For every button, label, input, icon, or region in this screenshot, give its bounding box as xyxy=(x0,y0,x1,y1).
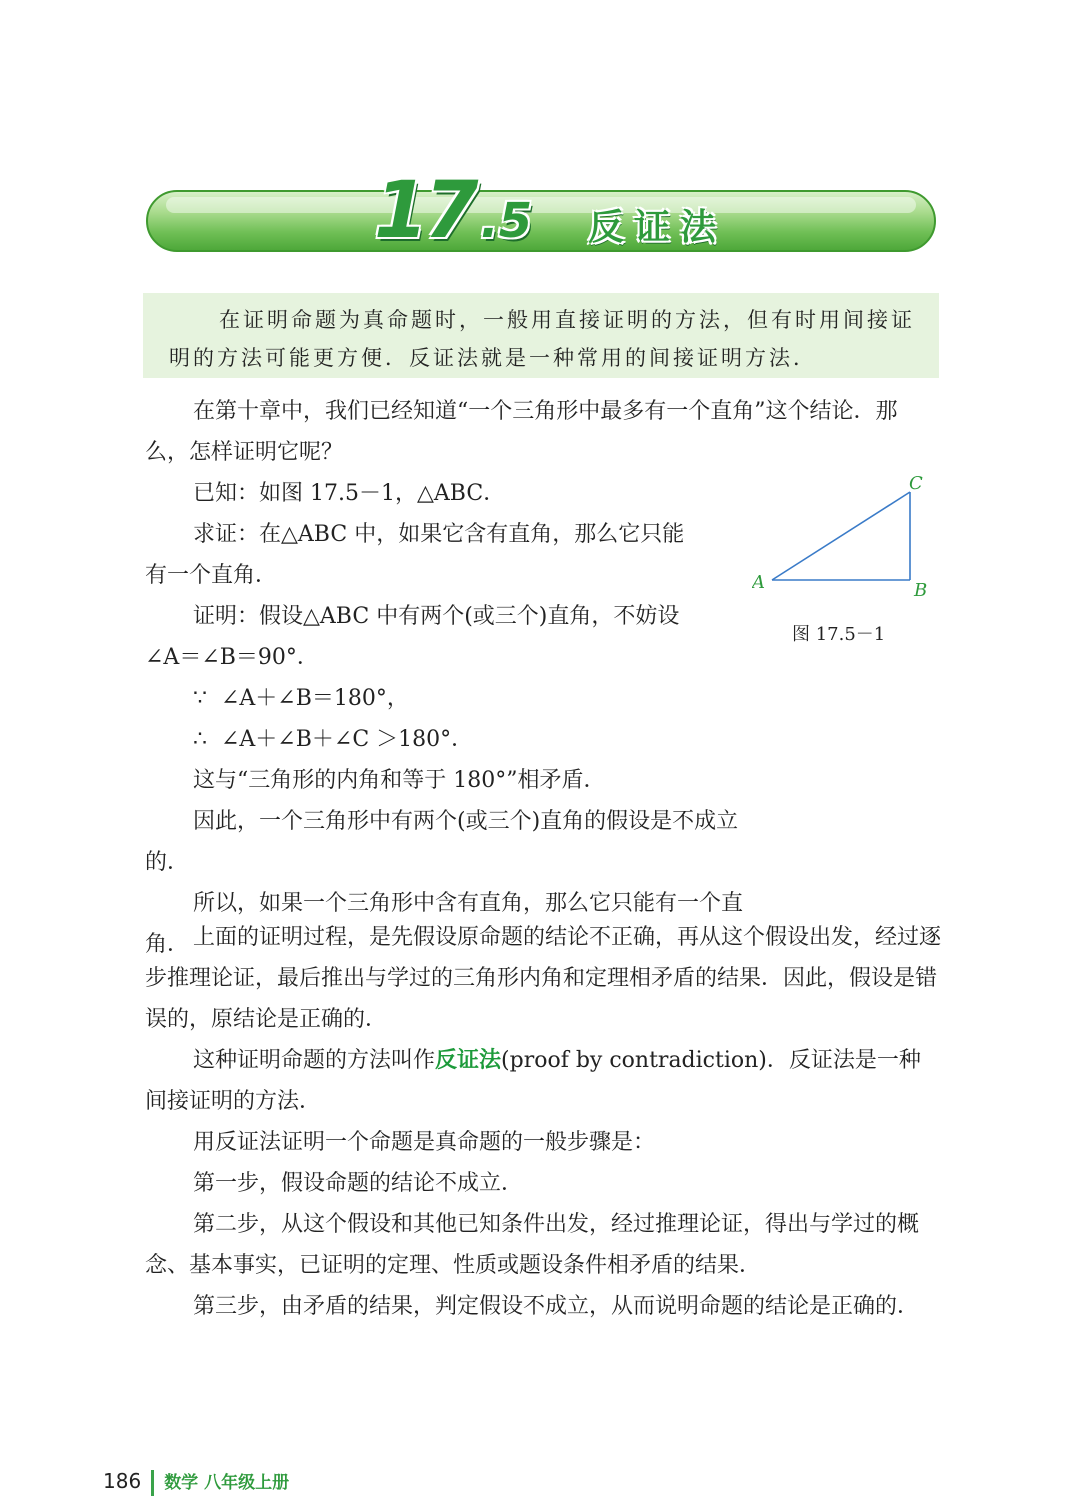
proof-line-1: 证明：假设△ABC 中有两个(或三个)直角，不妨设 xyxy=(193,604,680,629)
proof-line-2: ∠A＝∠B＝90°． xyxy=(145,645,319,670)
page-number: 186 xyxy=(103,1469,142,1493)
section-number xyxy=(374,166,532,256)
since-line: ∵ ∠A＋∠B＝180°， xyxy=(193,686,409,711)
footer-divider xyxy=(151,1470,154,1496)
key-term: 反证法 xyxy=(435,1048,502,1073)
conclusion-line: 所以，如果一个三角形中含有直角，那么它只能有一个直角． xyxy=(145,891,744,957)
step-2: 第二步，从这个假设和其他已知条件出发，经过推理论证，得出与学过的概念、基本事实，已证明的定理、性质或题设条件相矛盾的结果． xyxy=(145,1212,920,1278)
prove-line-1: 求证：在△ABC 中，如果它含有直角，那么它只能 xyxy=(193,522,685,547)
section-number-main: 17 xyxy=(374,166,475,256)
book-title: 数学 八年级上册 xyxy=(164,1473,290,1493)
section-title: 反证法 xyxy=(588,207,727,248)
definition-text-after: (proof by contradiction)．反证法是一种间接证明的方法． xyxy=(145,1048,921,1114)
explanation-paragraph: 上面的证明过程，是先假设原命题的结论不正确，再从这个假设出发，经过逐步推理论证，最后推出与学过的三角形内角和定理相矛盾的结果．因此，假设是错误的，原结论是正确的． xyxy=(145,925,942,1032)
step-1: 第一步，假设命题的结论不成立． xyxy=(193,1171,524,1196)
definition-paragraph xyxy=(145,1040,941,1122)
intro-box xyxy=(143,293,939,378)
paragraph-intro: 在第十章中，我们已经知道“一个三角形中最多有一个直角”这个结论．那么，怎样证明它呢？ xyxy=(145,399,898,465)
section-banner xyxy=(146,190,936,252)
banner-highlight xyxy=(166,197,916,213)
contradiction-line: 这与“三角形的内角和等于 180°”相矛盾． xyxy=(193,768,606,793)
intro-text: 在证明命题为真命题时，一般用直接证明的方法，但有时用间接证明的方法可能更方便．反证法就是一种常用的间接证明方法． xyxy=(169,308,915,370)
side-ac xyxy=(772,492,910,580)
body-paragraph-1 xyxy=(145,391,941,473)
hence-line: 因此，一个三角形中有两个(或三个)直角的假设是不成立的． xyxy=(145,809,739,875)
vertex-label-c: C xyxy=(909,473,923,494)
body-part-2 xyxy=(145,917,941,1327)
proof-block xyxy=(145,473,745,965)
prove-line-2: 有一个直角． xyxy=(145,563,278,588)
vertex-label-a: A xyxy=(752,572,765,593)
step-3: 第三步，由矛盾的结果，判定假设不成立，从而说明命题的结论是正确的． xyxy=(193,1294,920,1319)
definition-text-before: 这种证明命题的方法叫作 xyxy=(193,1048,436,1073)
section-number-sub: .5 xyxy=(480,193,533,249)
vertex-label-b: B xyxy=(914,580,928,601)
figure-caption: 图 17.5－1 xyxy=(792,624,886,645)
page-footer xyxy=(103,1468,289,1496)
steps-intro: 用反证法证明一个命题是真命题的一般步骤是： xyxy=(193,1130,656,1155)
therefore-line: ∴ ∠A＋∠B＋∠C ＞180°． xyxy=(193,727,474,752)
given-line: 已知：如图 17.5－1，△ABC． xyxy=(193,481,506,506)
